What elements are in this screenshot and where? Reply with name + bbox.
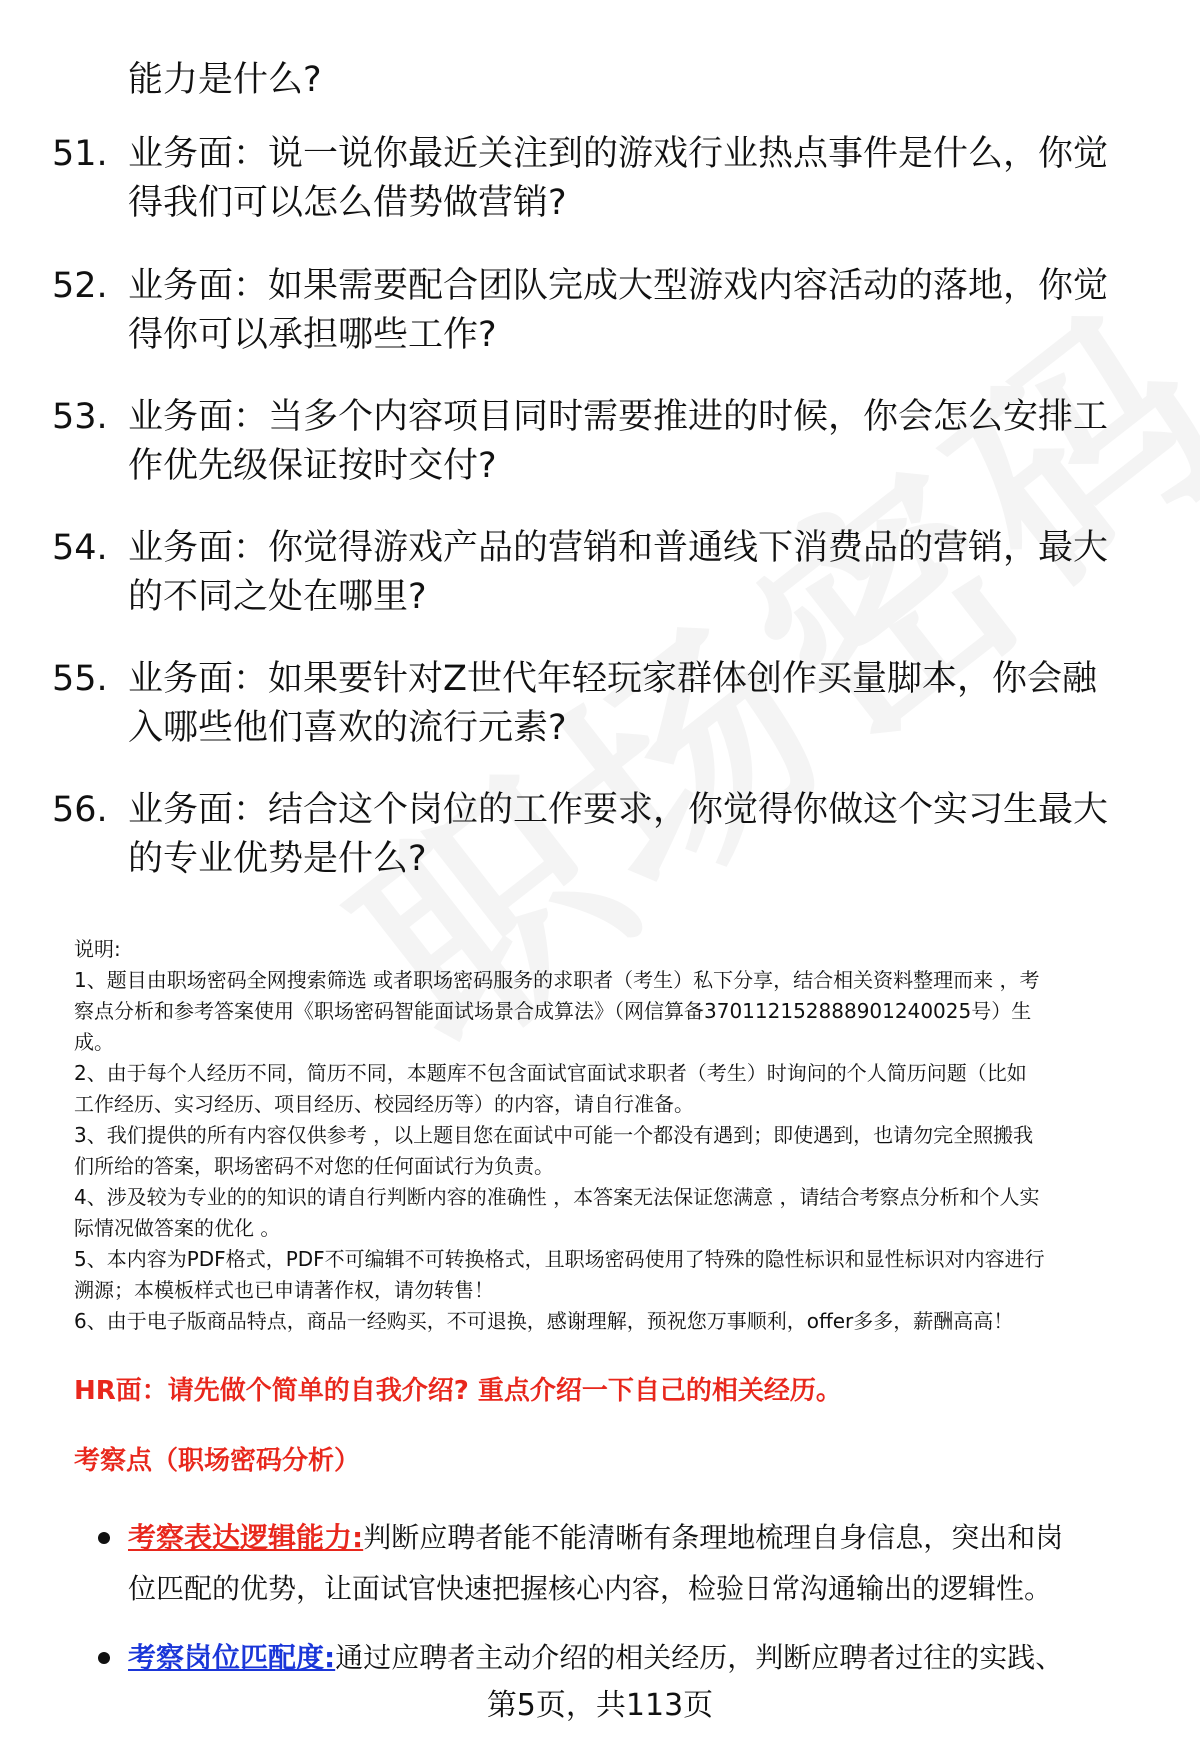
hr-question-heading: HR面：请先做个简单的自我介绍? 重点介绍一下自己的相关经历。	[74, 1376, 842, 1406]
page-footer: 第5页，共113页	[486, 1688, 714, 1723]
disclaimer-notes	[74, 934, 1164, 1337]
notes-line: 溯源；本模板样式也已申请著作权，请勿转售！	[74, 1278, 494, 1302]
question-line: 业务面：如果需要配合团队完成大型游戏内容活动的落地，你觉	[128, 266, 1109, 306]
notes-line: 察点分析和参考答案使用《职场密码智能面试场景合成算法》（网信算备370112152888901240025号）生	[74, 999, 1032, 1023]
question-number: 56.	[52, 790, 108, 830]
question-55	[0, 655, 1200, 755]
question-text	[128, 262, 1148, 360]
analysis-heading: 考察点（职场密码分析）	[74, 1446, 361, 1476]
notes-line: 3、我们提供的所有内容仅供参考 ，以上题目您在面试中可能一个都没有遇到；即使遇到，也请勿完全照搬我	[74, 1123, 1034, 1147]
question-number: 54.	[52, 528, 108, 568]
question-53	[0, 393, 1200, 493]
bullet-text	[128, 1512, 1158, 1614]
question-text	[128, 786, 1148, 884]
notes-line: 成。	[74, 1030, 114, 1054]
question-56	[0, 786, 1200, 886]
question-number: 52.	[52, 266, 108, 306]
notes-line: 2、由于每个人经历不同，简历不同，本题库不包含面试官面试求职者（考生）时询问的个人简历问题（比如	[74, 1061, 1027, 1085]
question-52	[0, 262, 1200, 362]
question-line: 得我们可以怎么借势做营销?	[128, 183, 567, 223]
question-line: 的不同之处在哪里?	[128, 577, 427, 617]
analysis-bullet	[98, 1512, 1158, 1622]
bullet-keyword: 考察表达逻辑能力:	[128, 1521, 364, 1554]
question-line: 能力是什么?	[128, 60, 322, 100]
bullet-line: 位匹配的优势，让面试官快速把握核心内容，检验日常沟通输出的逻辑性。	[128, 1572, 1053, 1605]
bullet-keyword: 考察岗位匹配度:	[128, 1641, 336, 1674]
question-51	[0, 130, 1200, 230]
notes-line: 1、题目由职场密码全网搜索筛选 或者职场密码服务的求职者（考生）私下分享，结合相关资料整理而来 ，考	[74, 968, 1040, 992]
question-line: 的专业优势是什么?	[128, 839, 427, 879]
notes-line: 工作经历、实习经历、项目经历、校园经历等）的内容，请自行准备。	[74, 1092, 694, 1116]
bullet-text	[128, 1632, 1158, 1683]
question-line: 得你可以承担哪些工作?	[128, 315, 497, 355]
question-number: 51.	[52, 134, 108, 174]
bullet-line: 判断应聘者能不能清晰有条理地梳理自身信息，突出和岗	[363, 1521, 1064, 1554]
question-line: 入哪些他们喜欢的流行元素?	[128, 708, 567, 748]
question-line: 业务面：当多个内容项目同时需要推进的时候，你会怎么安排工	[128, 397, 1109, 437]
question-text	[128, 655, 1148, 753]
notes-line: 5、本内容为PDF格式，PDF不可编辑不可转换格式，且职场密码使用了特殊的隐性标识和显性标识对内容进行	[74, 1247, 1045, 1271]
question-text	[128, 130, 1148, 228]
analysis-bullet	[98, 1632, 1158, 1684]
question-line: 业务面：如果要针对Z世代年轻玩家群体创作买量脚本，你会融	[128, 659, 1097, 699]
question-number: 55.	[52, 659, 108, 699]
bullet-icon	[98, 1532, 110, 1544]
question-54	[0, 524, 1200, 624]
question-line: 业务面：结合这个岗位的工作要求，你觉得你做这个实习生最大	[128, 790, 1109, 830]
bullet-line: 通过应聘者主动介绍的相关经历，判断应聘者过往的实践、	[335, 1641, 1064, 1674]
notes-line: 们所给的答案，职场密码不对您的任何面试行为负责。	[74, 1154, 554, 1178]
question-number: 53.	[52, 397, 108, 437]
notes-title: 说明:	[74, 937, 121, 961]
question-line: 作优先级保证按时交付?	[128, 446, 497, 486]
question-text	[128, 393, 1148, 491]
notes-line: 际情况做答案的优化 。	[74, 1216, 281, 1240]
question-line: 业务面：你觉得游戏产品的营销和普通线下消费品的营销，最大	[128, 528, 1109, 568]
notes-line: 4、涉及较为专业的的知识的请自行判断内容的准确性 ，本答案无法保证您满意 ，请结合考察点分析和个人实	[74, 1185, 1040, 1209]
question-line: 业务面：说一说你最近关注到的游戏行业热点事件是什么，你觉	[128, 134, 1109, 174]
notes-line: 6、由于电子版商品特点，商品一经购买，不可退换，感谢理解，预祝您万事顺利，offer多多，薪酬高高！	[74, 1309, 1014, 1333]
bullet-icon	[98, 1652, 110, 1664]
question-text	[128, 524, 1148, 622]
